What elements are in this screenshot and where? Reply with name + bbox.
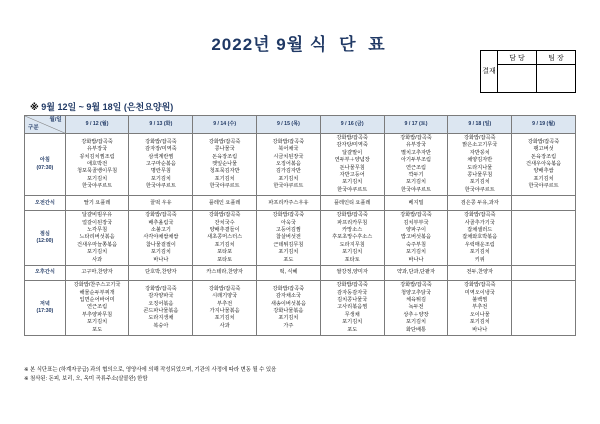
signature-header-0: 담 당 [498, 51, 537, 65]
day-header-6: 9 / 18 (일) [448, 116, 512, 134]
menu-cell-r1-c2: 플레인 요플레 [193, 196, 257, 211]
menu-cell-r1-c6: 검은콩 두유,과자 [448, 196, 512, 211]
table-corner-cell [25, 116, 66, 134]
menu-cell-r4-c6: 강화밥/잡곡죽 미역오이냉국 불백찜 부추전 오이나물 포기김치 바나나 [448, 281, 512, 336]
title-spaced: 식 단 표 [309, 35, 389, 54]
menu-cell-r0-c4: 강화밥/잡곡죽 감자탕/미역죽 달걀말이 연두부＋양념장 돈나물무침 자반고등어 포기김치 한국야쿠르트 [320, 134, 384, 196]
menu-cell-r1-c3: 파프리카주스우유 [257, 196, 321, 211]
signature-header-1: 팀 장 [537, 51, 576, 65]
menu-cell-r3-c1: 단호박,찬양자 [129, 266, 193, 281]
meal-label-0: 아침 (07:30) [25, 134, 66, 196]
menu-cell-r4-c7 [512, 281, 576, 336]
day-header-7: 9 / 19 (월) [512, 116, 576, 134]
menu-cell-r3-c3: 떡, 식혜 [257, 266, 321, 281]
period-note [30, 100, 173, 113]
menu-cell-r3-c5: 약과,단과,단팥자 [384, 266, 448, 281]
menu-cell-r1-c4: 플레인티 요플레 [320, 196, 384, 211]
meal-label-1: 오전간식 [25, 196, 66, 211]
table-row [25, 281, 576, 336]
menu-cell-r4-c2: 강화밥/잡곡죽 시래기양국 부추전 가지나물볶음 포기김치 사과 [193, 281, 257, 336]
corner-bottom-label: 구분 [28, 124, 39, 131]
menu-cell-r3-c6: 전두,찬양자 [448, 266, 512, 281]
table-row [25, 211, 576, 266]
menu-cell-r2-c0: 달걀비빔우유 얼갈이된장국 노각무침 느타리버섯볶음 건새우마늘쫑볶음 포기김치 사과 [65, 211, 129, 266]
menu-table [24, 115, 576, 336]
signature-label: 결재 [481, 51, 498, 93]
menu-cell-r0-c3: 강화밥/잡곡죽 북어채국 시금치된장국 오징어볶음 김가김자반 포기김치 한국야쿠르트 [257, 134, 321, 196]
menu-cell-r1-c0: 딸기 요플레 [65, 196, 129, 211]
menu-cell-r2-c2: 강화밥/잡곡죽 잔치국수 양배추곁들이 새초콩머스터스 포기김치 포타포 포타토 [193, 211, 257, 266]
menu-cell-r3-c2: 카스테라,찬양자 [193, 266, 257, 281]
menu-cell-r0-c7: 강화밥/잡곡죽 팽고버섯 돈육장조림 건새우아욱볶음 양배추쌈 포기김치 한국야쿠르트 [512, 134, 576, 196]
menu-cell-r1-c7 [512, 196, 576, 211]
menu-cell-r2-c3: 강화밥/잡곡죽 아욱국 고등어김찜 찹살버섯전 근데튀김무침 포기김치 포도 [257, 211, 321, 266]
signature-box [480, 50, 576, 93]
day-header-1: 9 / 13 (화) [129, 116, 193, 134]
day-header-4: 9 / 16 (금) [320, 116, 384, 134]
table-row [25, 196, 576, 211]
meal-label-3: 오후간식 [25, 266, 66, 281]
menu-cell-r4-c3: 강화밥/잡곡죽 감자채소국 새송이버섯볶음 강화나물볶음 포기김치 가주 [257, 281, 321, 336]
table-row [25, 266, 576, 281]
menu-cell-r2-c1: 강화밥/잡곡죽 배추올림국 소불고기 사각야채쌈채쌈 참나물겉절이 포기김치 바나나 [129, 211, 193, 266]
meal-label-4: 저녁 (17:30) [25, 281, 66, 336]
menu-cell-r0-c0: 강화밥/잡곡죽 유부장국 꽁치김치찜조림 애호박전 청포묵골뱅이무침 포기김치 한국야쿠르트 [65, 134, 129, 196]
signature-cell-1[interactable] [537, 65, 576, 93]
table-header-row [25, 116, 576, 134]
menu-cell-r0-c5: 강화밥/잡곡죽 유부장국 멸치고추자반 아기두부조림 연근조림 깍두기 포기김치 한국야쿠르트 [384, 134, 448, 196]
menu-cell-r0-c6: 강화밥/잡곡죽 맑은소고기무국 자반꽁치 채양김자반 도라지나물 콩나물무침 포기김치 한국야쿠르트 [448, 134, 512, 196]
meal-label-2: 점심 (12:00) [25, 211, 66, 266]
menu-cell-r2-c7 [512, 211, 576, 266]
menu-cell-r3-c7 [512, 266, 576, 281]
period-mark: ※ [30, 102, 39, 112]
corner-top-label: 월/일 [49, 117, 62, 123]
period-text: 9월 12일 ~ 9월 18일 (은천요양원) [41, 102, 174, 112]
day-header-0: 9 / 12 (월) [65, 116, 129, 134]
menu-cell-r3-c4: 쌀강정,양미자 [320, 266, 384, 281]
footnotes [24, 366, 584, 384]
day-header-2: 9 / 14 (수) [193, 116, 257, 134]
menu-cell-r4-c4: 강화밥/잡곡죽 감자동감자국 김치콩나물국 고사리볶음찜 무생채 포기김치 포도 [320, 281, 384, 336]
table-row [25, 134, 576, 196]
menu-cell-r2-c4: 강화밥/잡곡죽 파프리카무침 카망소스 후포초망수후소스 도라지무침 포기김치 포타토 [320, 211, 384, 266]
signature-cell-0[interactable] [498, 65, 537, 93]
menu-cell-r2-c5: 강화밥/잡곡죽 김치부부국 양파구이 밥고버섯볶음 숙주부침 포기김치 바나나 [384, 211, 448, 266]
footnote-0: ※ 본 식단표는 (하계자공급) 과의 협의으로, 영양사에 의해 작성되었으며, 기관의 사정에 따라 변동 될 수 있음 [24, 367, 277, 373]
day-header-5: 9 / 17 (토) [384, 116, 448, 134]
menu-cell-r4-c0: 강화밥/찬주스고기국 해물순두부찌개 입면순어바어미 연근조림 부추양파무침 포기김치 포도 [65, 281, 129, 336]
day-header-3: 9 / 15 (목) [257, 116, 321, 134]
menu-cell-r4-c5: 강화밥/잡곡죽 청양고추닭국 체육튀김 녹두전 상추＋양장 포기김치 화단배통 [384, 281, 448, 336]
menu-cell-r0-c2: 강화밥/잡곡죽 콩나물국 돈육장조림 깻잎순나물 청포묵김자반 포기김치 한국야쿠르트 [193, 134, 257, 196]
menu-cell-r2-c6: 강화밥/잡곡죽 사골추가기국 잡채샐러드 잡채와호박볶음 우럭매운조림 포기김치 키위 [448, 211, 512, 266]
menu-cell-r0-c1: 강화밥/잡곡죽 감자장/미역죽 삼색계란찜 고구마순볶음 명란무침 포기김치 한국야쿠르트 [129, 134, 193, 196]
menu-cell-r1-c5: 베지밀 [384, 196, 448, 211]
footnote-1: ※ 첨삭된: 돈피, 보리, 오, 옥미 곡류주소(살콜완) 한함 [24, 376, 148, 382]
menu-cell-r4-c1: 강화밥/잡곡죽 감자양파국 오징어볶음 콘드파나물볶음 도라지생채 복숭아 [129, 281, 193, 336]
title-prefix: 2022년 9월 [211, 35, 310, 54]
menu-cell-r3-c0: 고구마,찬양자 [65, 266, 129, 281]
menu-cell-r1-c1: 꿀떡 우유 [129, 196, 193, 211]
